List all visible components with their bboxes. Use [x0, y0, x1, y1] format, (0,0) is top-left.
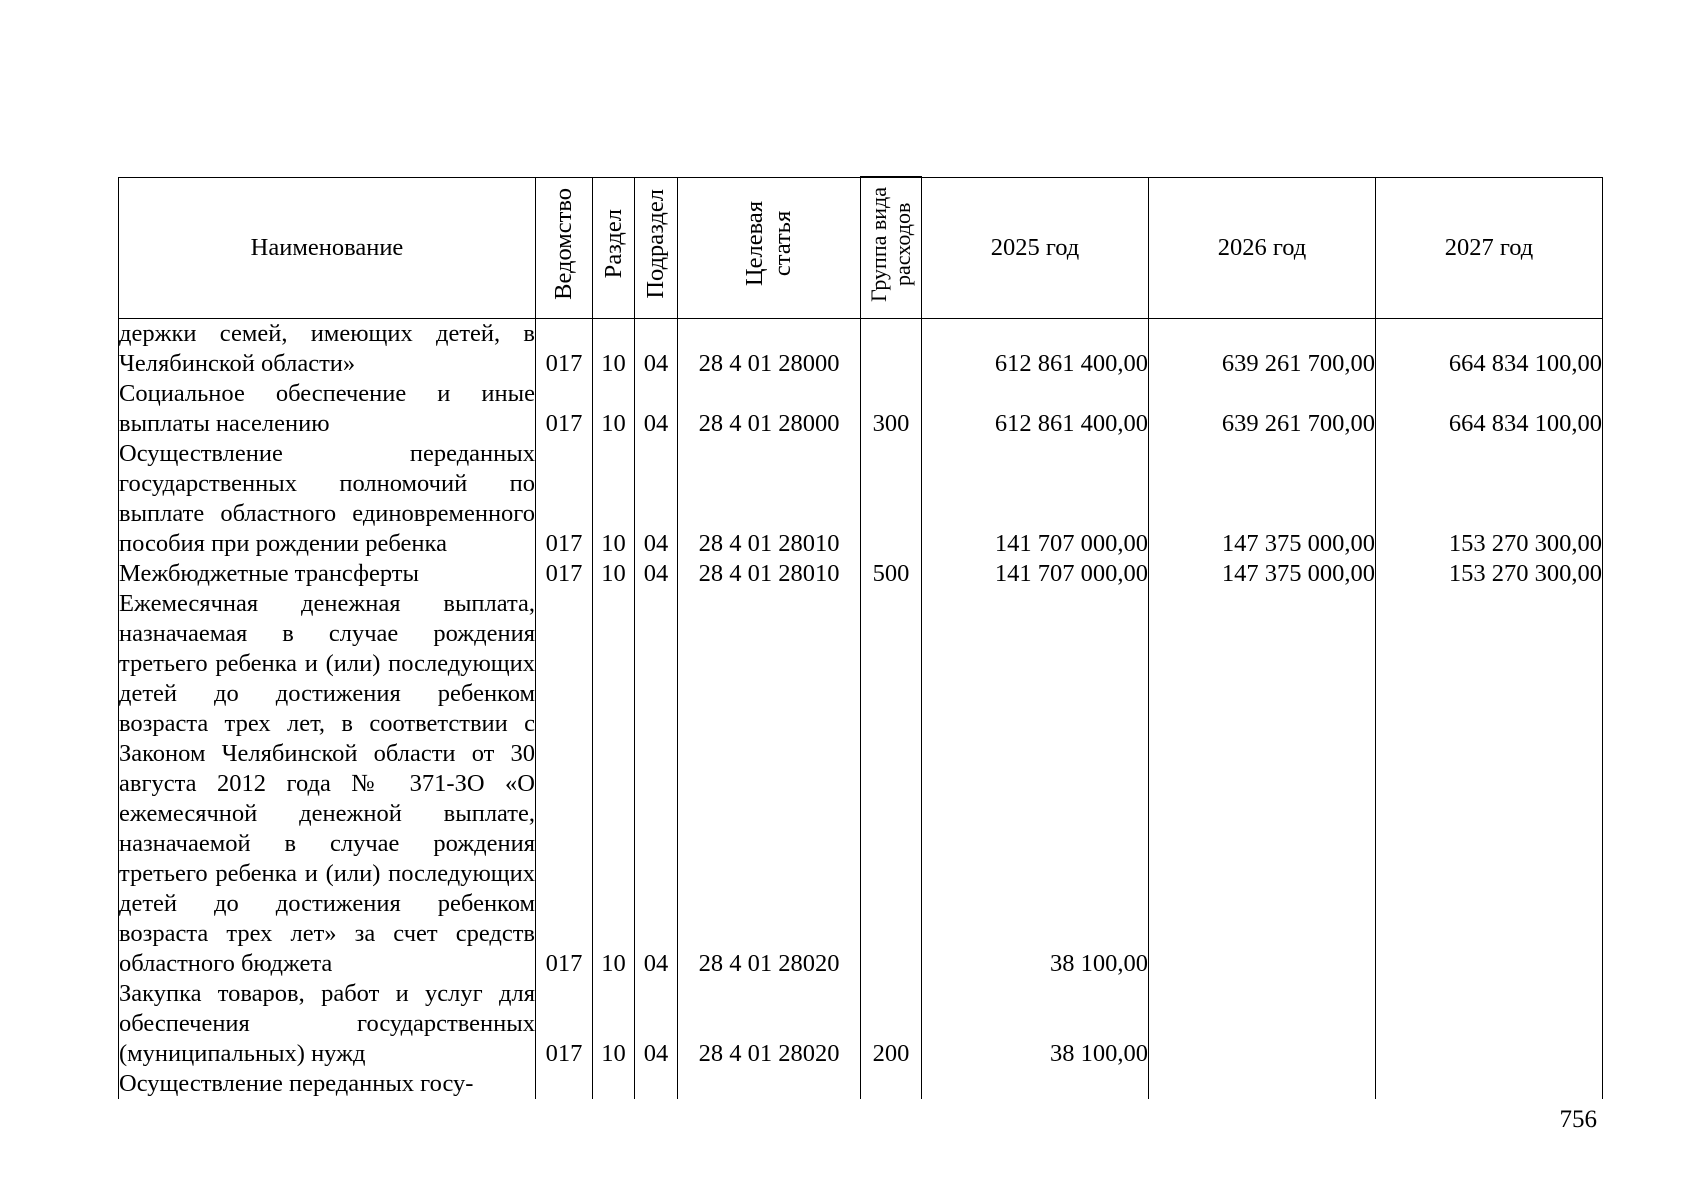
row-2025: 612 861 400,00 — [922, 379, 1149, 439]
row-2026: 639 261 700,00 — [1149, 379, 1376, 439]
header-vedomstvo: Ведомство — [536, 177, 593, 319]
row-group: 300 — [861, 379, 922, 439]
row-podrazdel: 04 — [635, 319, 678, 380]
budget-table — [118, 176, 1603, 1099]
table-row — [119, 1069, 1603, 1099]
row-2026: 147 375 000,00 — [1149, 559, 1376, 589]
row-podrazdel: 04 — [635, 979, 678, 1069]
header-razdel: Раздел — [593, 177, 635, 319]
row-2027 — [1376, 1069, 1603, 1099]
row-vedomstvo — [536, 1069, 593, 1099]
header-target: Целевая статья — [678, 177, 861, 319]
row-2027: 153 270 300,00 — [1376, 439, 1603, 559]
row-group: 200 — [861, 979, 922, 1069]
row-target: 28 4 01 28000 — [678, 319, 861, 380]
table-row — [119, 559, 1603, 589]
header-group: Группа вида расходов — [861, 177, 922, 319]
row-name: Ежемесячная денежная выплата, назначаемая в случае рождения третьего ребенка и (или) последующих детей до достижения ребенком возраста трех лет, в соответствии с Законом Челябинской области от 30 августа 2012 года № 371-ЗО «О ежемесячной денежной выплате, назначаемой в случае рождения третьего ребенка и (или) последующих детей до достижения ребенком возраста трех лет» за счет средств областного бюджета — [119, 590, 535, 977]
row-2027 — [1376, 589, 1603, 979]
table-row — [119, 439, 1603, 559]
row-podrazdel — [635, 1069, 678, 1099]
row-target: 28 4 01 28020 — [678, 589, 861, 979]
row-2026 — [1149, 589, 1376, 979]
page-number: 756 — [1559, 1106, 1597, 1133]
row-2027: 153 270 300,00 — [1376, 559, 1603, 589]
row-group — [861, 439, 922, 559]
row-2025: 38 100,00 — [922, 589, 1149, 979]
row-target: 28 4 01 28010 — [678, 439, 861, 559]
row-podrazdel: 04 — [635, 439, 678, 559]
row-podrazdel: 04 — [635, 379, 678, 439]
row-target: 28 4 01 28000 — [678, 379, 861, 439]
row-2027 — [1376, 979, 1603, 1069]
row-target — [678, 1069, 861, 1099]
row-razdel — [593, 1069, 635, 1099]
row-vedomstvo: 017 — [536, 979, 593, 1069]
row-2027: 664 834 100,00 — [1376, 379, 1603, 439]
row-2025 — [922, 1069, 1149, 1099]
row-2026: 147 375 000,00 — [1149, 439, 1376, 559]
row-razdel: 10 — [593, 319, 635, 380]
row-target: 28 4 01 28010 — [678, 559, 861, 589]
row-2026 — [1149, 1069, 1376, 1099]
row-target: 28 4 01 28020 — [678, 979, 861, 1069]
row-name: Социальное обеспечение и иные выплаты населению — [119, 380, 535, 437]
row-group: 500 — [861, 559, 922, 589]
header-2027: 2027 год — [1376, 177, 1603, 319]
row-2025: 612 861 400,00 — [922, 319, 1149, 380]
row-2025: 141 707 000,00 — [922, 559, 1149, 589]
header-podrazdel: Подраздел — [635, 177, 678, 319]
row-group — [861, 319, 922, 380]
row-2025: 38 100,00 — [922, 979, 1149, 1069]
row-group — [861, 1069, 922, 1099]
row-vedomstvo: 017 — [536, 319, 593, 380]
row-2025: 141 707 000,00 — [922, 439, 1149, 559]
row-name: Осуществление переданных государственных полномочий по выплате областного единовременного пособия при рождении ребенка — [119, 440, 535, 557]
table-row — [119, 589, 1603, 979]
row-vedomstvo: 017 — [536, 559, 593, 589]
row-razdel: 10 — [593, 559, 635, 589]
row-podrazdel: 04 — [635, 589, 678, 979]
row-vedomstvo: 017 — [536, 589, 593, 979]
table-row — [119, 979, 1603, 1069]
row-vedomstvo: 017 — [536, 439, 593, 559]
header-name: Наименование — [119, 177, 536, 319]
row-2026: 639 261 700,00 — [1149, 319, 1376, 380]
row-name: Закупка товаров, работ и услуг для обеспечения государственных (муниципальных) нужд — [119, 980, 535, 1067]
table-row — [119, 319, 1603, 380]
row-podrazdel: 04 — [635, 559, 678, 589]
row-group — [861, 589, 922, 979]
row-name: Межбюджетные трансферты — [119, 559, 536, 589]
row-razdel: 10 — [593, 589, 635, 979]
row-2027: 664 834 100,00 — [1376, 319, 1603, 380]
row-vedomstvo: 017 — [536, 379, 593, 439]
table-row — [119, 379, 1603, 439]
header-2025: 2025 год — [922, 177, 1149, 319]
row-name: Осуществление переданных госу- — [119, 1069, 536, 1099]
header-2026: 2026 год — [1149, 177, 1376, 319]
row-2026 — [1149, 979, 1376, 1069]
row-razdel: 10 — [593, 439, 635, 559]
row-razdel: 10 — [593, 979, 635, 1069]
header-row — [119, 177, 1603, 319]
row-name: держки семей, имеющих детей, в Челябинской области» — [119, 320, 535, 377]
row-razdel: 10 — [593, 379, 635, 439]
